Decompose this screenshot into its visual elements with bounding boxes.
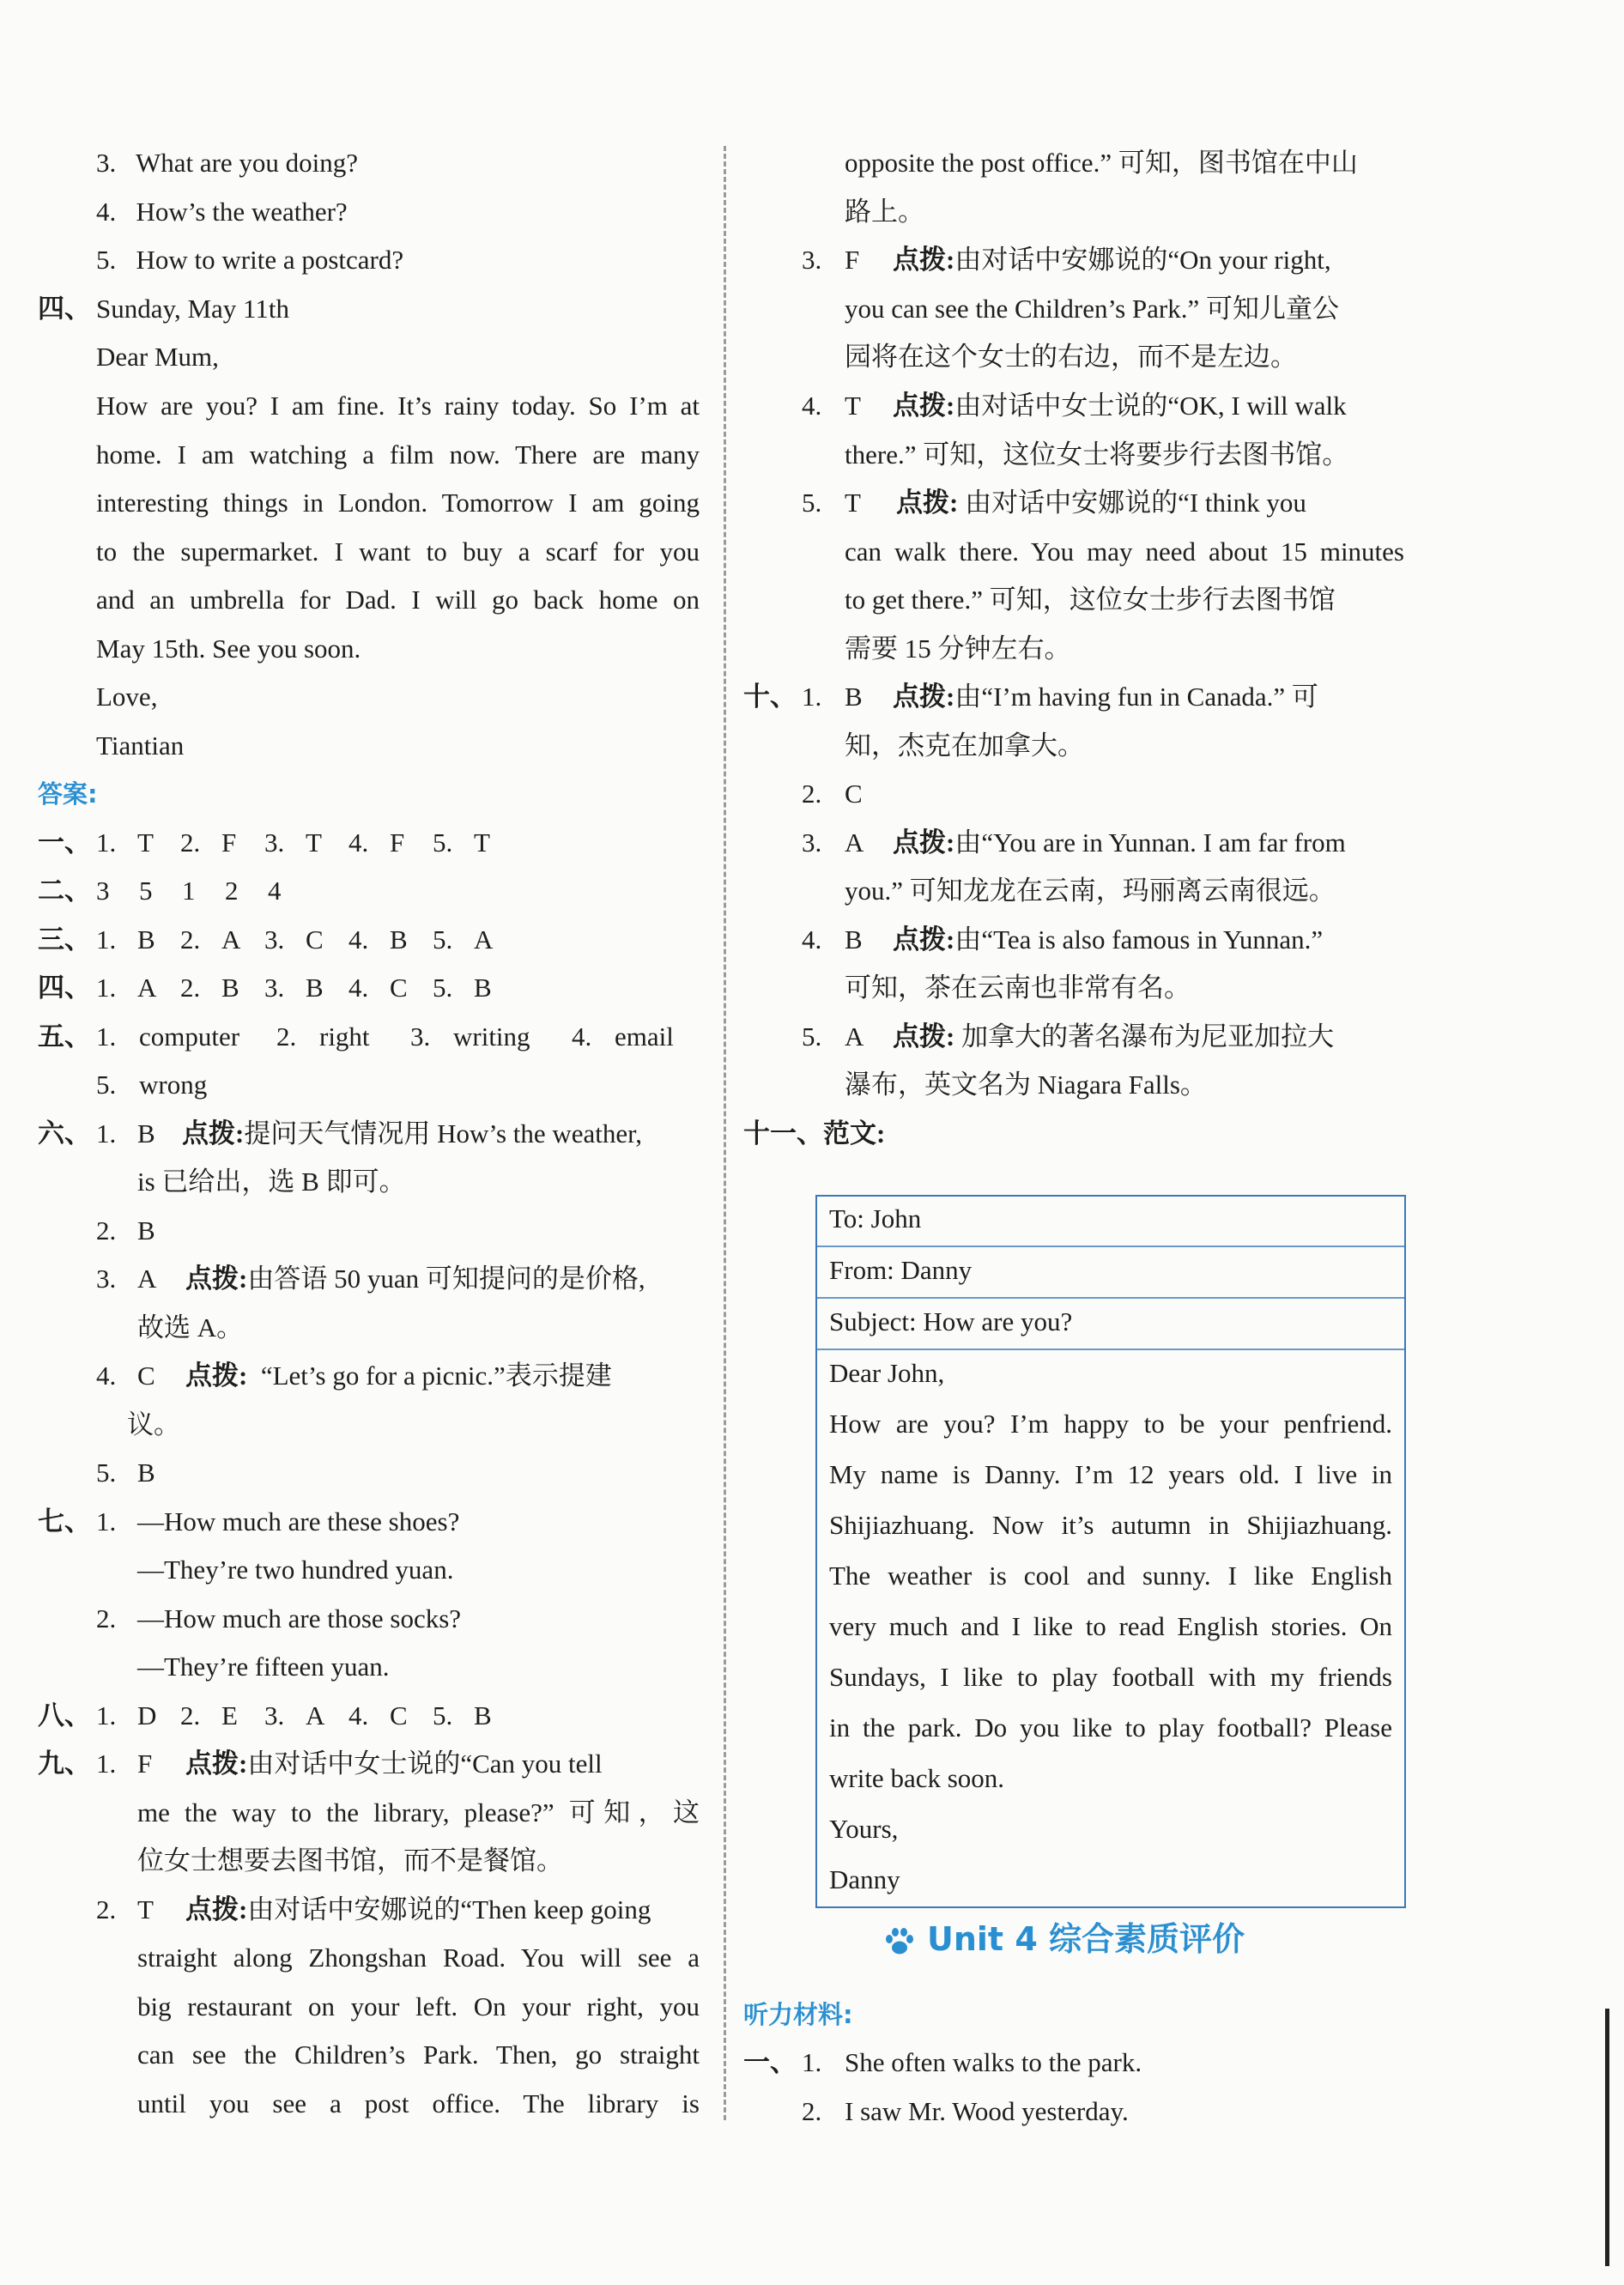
listening-label: 听力材料: xyxy=(743,2000,853,2029)
page-edge-shadow xyxy=(1605,2009,1609,2266)
email-divider xyxy=(817,1297,1404,1299)
answer-9-item-5: 5. T 点拨: 由对话中安娜说的“I think you xyxy=(802,488,1306,518)
email-line: My name is Danny. I’m 12 years old. I live in xyxy=(829,1459,1392,1489)
answer-10-line: 瀑布，英文名为 Niagara Falls。 xyxy=(845,1070,1207,1100)
answer-10-item-4: 4. B 点拨:由“Tea is also famous in Yunnan.” xyxy=(802,924,1324,955)
answer-9-line: can walk there. You may need about 15 minutes xyxy=(845,536,1404,567)
answer-6-item-5: 5. B xyxy=(96,1458,155,1488)
answer-9-line: big restaurant on your left. On your right, you xyxy=(137,1991,700,2021)
answer-row-5: 五、 1. computer 2. right 3. writing 4. email xyxy=(38,1021,674,1052)
letter-line: to the supermarket. I want to buy a scarf for you xyxy=(96,536,700,567)
answer-9-item-1: 九、 1. F 点拨:由对话中女士说的“Can you tell xyxy=(38,1749,603,1779)
answer-6-item-1: 六、 1. B 点拨:提问天气情况用 How’s the weather, xyxy=(38,1118,643,1149)
answer-row-5-cont: 5. wrong xyxy=(96,1070,208,1100)
letter-line: home. I am watching a film now. There are many xyxy=(96,439,700,470)
letter-greeting: Dear Mum, xyxy=(96,342,219,372)
letter-line: and an umbrella for Dad. I will go back home on xyxy=(96,585,700,615)
answer-7-item-1: 七、 1. —How much are these shoes? xyxy=(38,1506,460,1536)
continued-line: opposite the post office.” 可知，图书馆在中山 xyxy=(845,148,1358,178)
letter-line: interesting things in London. Tomorrow I am going xyxy=(96,488,700,518)
answer-9-line: 需要 15 分钟左右。 xyxy=(845,633,1071,664)
answer-9-line: there.” 可知，这位女士将要步行去图书馆。 xyxy=(845,439,1349,470)
answer-row-4: 四、 1. A 2. B 3. B 4. C 5. B xyxy=(38,973,492,1003)
email-greeting: Dear John, xyxy=(829,1358,945,1388)
sample-email-box xyxy=(815,1195,1406,1908)
email-to: To: John xyxy=(829,1203,922,1233)
unit-title: Unit 4 综合素质评价 xyxy=(884,1918,1245,1961)
answer-6-item-4: 4. C 点拨: “Let’s go for a picnic.”表示提建 xyxy=(96,1361,612,1391)
question-4: 4. How’s the weather? xyxy=(96,197,348,227)
letter-closing: Love, xyxy=(96,682,158,712)
answer-10-item-2: 2. C xyxy=(802,779,863,809)
continued-line: 路上。 xyxy=(845,197,924,227)
answer-9-item-4: 4. T 点拨:由对话中女士说的“OK, I will walk xyxy=(802,391,1347,421)
email-divider xyxy=(817,1246,1404,1247)
email-line: very much and I like to read English stories. On xyxy=(829,1611,1392,1641)
email-line: Sundays, I like to play football with my friends xyxy=(829,1662,1392,1692)
answer-9-line: until you see a post office. The library is xyxy=(137,2088,700,2118)
answer-6-item-2: 2. B xyxy=(96,1215,155,1246)
answer-9-line: 位女士想要去图书馆，而不是餐馆。 xyxy=(137,1846,563,1876)
answer-10-item-5: 5. A 点拨: 加拿大的著名瀑布为尼亚加拉大 xyxy=(802,1021,1335,1052)
answer-row-8: 八、 1. D 2. E 3. A 4. C 5. B xyxy=(38,1700,492,1730)
email-line: The weather is cool and sunny. I like English xyxy=(829,1561,1392,1591)
answer-10-line: 知，杰克在加拿大。 xyxy=(845,730,1084,761)
email-name: Danny xyxy=(829,1864,900,1894)
question-3: 3. What are you doing? xyxy=(96,148,359,178)
answer-10-item-3: 3. A 点拨:由“You are in Yunnan. I am far from xyxy=(802,827,1346,858)
email-subject: Subject: How are you? xyxy=(829,1306,1073,1336)
section-4-marker: 四、 xyxy=(38,294,91,324)
letter-line: How are you? I am fine. It’s rainy today. So I’m at xyxy=(96,391,700,421)
email-divider xyxy=(817,1349,1404,1350)
answer-9-item-2: 2. T 点拨:由对话中安娜说的“Then keep going xyxy=(96,1894,651,1924)
answer-10-line: 可知，茶在云南也非常有名。 xyxy=(845,973,1191,1003)
answers-label: 答案: xyxy=(38,779,98,809)
question-5: 5. How to write a postcard? xyxy=(96,245,404,275)
section-11-label: 十一、范文: xyxy=(743,1118,886,1149)
paw-icon xyxy=(884,1927,915,1956)
answer-10-line: you.” 可知龙龙在云南，玛丽离云南很远。 xyxy=(845,876,1336,906)
answer-row-2: 二、 3 5 1 2 4 xyxy=(38,876,282,906)
email-line: write back soon. xyxy=(829,1763,1005,1793)
email-line: Shijiazhuang. Now it’s autumn in Shijiazhuang. xyxy=(829,1510,1392,1540)
answer-9-line: 园将在这个女士的右边，而不是左边。 xyxy=(845,342,1297,372)
answer-7-line: —They’re two hundred yuan. xyxy=(137,1555,454,1585)
answer-7-item-2: 2. —How much are those socks? xyxy=(96,1603,462,1633)
email-line: How are you? I’m happy to be your penfriend. xyxy=(829,1409,1392,1439)
answer-10-item-1: 十、 1. B 点拨:由“I’m having fun in Canada.” 可 xyxy=(743,682,1318,712)
answer-9-line: you can see the Children’s Park.” 可知儿童公 xyxy=(845,294,1339,324)
answer-6-item-3: 3. A 点拨:由答语 50 yuan 可知提问的是价格, xyxy=(96,1264,645,1294)
email-from: From: Danny xyxy=(829,1255,973,1285)
answer-9-line: to get there.” 可知，这位女士步行去图书馆 xyxy=(845,585,1336,615)
answer-9-line: straight along Zhongshan Road. You will see a xyxy=(137,1943,700,1973)
letter-line: May 15th. See you soon. xyxy=(96,633,361,664)
email-line: in the park. Do you like to play football? Please xyxy=(829,1712,1392,1743)
answer-6-item-3-cont: 故选 A。 xyxy=(137,1312,244,1343)
email-closing: Yours, xyxy=(829,1814,899,1844)
answer-6-item-4-cont: 议。 xyxy=(127,1409,180,1439)
listening-item-1: 一、 1. She often walks to the park. xyxy=(743,2047,1142,2077)
answer-9-line: me the way to the library, please?” 可知，这 xyxy=(137,1797,700,1827)
answer-6-item-1-cont: is 已给出，选 B 即可。 xyxy=(137,1167,406,1197)
letter-name: Tiantian xyxy=(96,730,185,761)
listening-item-2: 2. I saw Mr. Wood yesterday. xyxy=(802,2096,1129,2126)
answer-9-item-3: 3. F 点拨:由对话中安娜说的“On your right, xyxy=(802,245,1331,275)
column-divider xyxy=(724,146,726,2120)
answer-7-line: —They’re fifteen yuan. xyxy=(137,1652,390,1682)
answer-row-3: 三、 1. B 2. A 3. C 4. B 5. A xyxy=(38,924,494,955)
answer-9-line: can see the Children’s Park. Then, go straight xyxy=(137,2040,700,2070)
answer-row-1: 一、 1. T 2. F 3. T 4. F 5. T xyxy=(38,827,490,858)
letter-date: Sunday, May 11th xyxy=(96,294,290,324)
